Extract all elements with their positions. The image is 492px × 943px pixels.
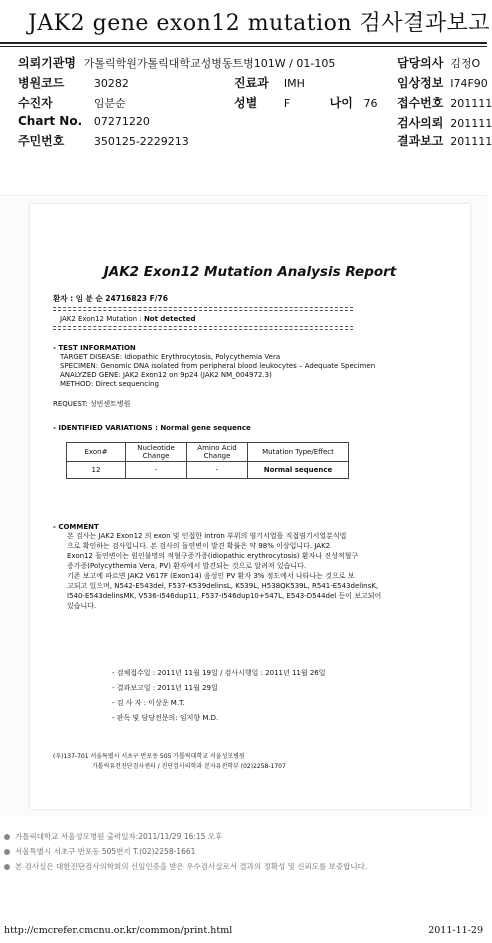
comment-line: 으로 확인하는 검사입니다. 본 검사의 돌연변이 발견 확률은 약 98% 이상입니다. JAK2 [67,542,331,550]
table-row [67,462,349,479]
test-info-line: SPECIMEN: Genomic DNA isolated from peripheral blood leukocytes – Adequate Specimen [60,362,376,370]
divider [53,307,353,308]
comment-line: Exon12 돌연변이는 원인불명의 적혈구증가증(idiopathic erythrocytosis) 환자나 진성적혈구 [67,552,359,560]
date-line: - 판독 및 담당전문의: 임지향 M.D. [112,714,219,722]
variation-table [66,442,349,479]
value: 350125-2229213 [93,135,189,148]
test-info-line: TARGET DISEASE: Idiopathic Erythrocytosis, Polycythemia Vera [60,353,281,361]
table-header: Nucleotide Change [126,443,187,462]
value: 201111 [450,135,492,148]
table-header: Exon# [67,443,126,462]
print-date: 2011-11-29 [428,925,483,936]
test-info-line: ANALYZED GENE: JAK2 Exon12 on 9p24 (JAK2 NM_004972.3) [60,371,272,379]
value: I74F90 [450,77,488,90]
comment-line: 증가증(Polycythemia Vera, PV) 환자에서 발견되는 것으로 알려져 있습니다. [67,562,307,570]
info-row [397,94,492,111]
label: 성별 [234,96,258,110]
request-line: REQUEST: 성빈센트병원 [53,400,131,408]
divider [53,329,353,330]
value: 가톨릭학원가톨릭대학교성병동트병101W / 01-105 [83,57,336,70]
divider [0,46,487,47]
label: 수진자 [18,96,53,110]
mutation-value: Not detected [143,315,196,323]
value: 07271220 [93,115,150,128]
table-cell: Normal sequence [248,462,349,479]
info-row [234,94,377,111]
label: 검사의뢰 [397,116,444,130]
footer-line [4,861,367,872]
info-row [234,74,305,91]
comment-line: 기존 보고에 따르면 JAK2 V617F (Exon14) 음성인 PV 환자 3% 정도에서 나타나는 것으로 보 [67,572,355,580]
table-header: Mutation Type/Effect [248,443,349,462]
value: IMH [283,77,305,90]
footer-text: 본 검사실은 대한진단검사의학회의 신임인증을 받은 우수검사실로서 결과의 정확성 및 신뢰도를 보증합니다. [15,862,368,871]
comment-line: 본 검사는 JAK2 Exon12 의 exon 및 인접한 intron 부위의 염기서열을 직접염기서열분석법 [67,532,347,540]
test-info-line: METHOD: Direct sequencing [60,380,159,388]
table-header: Amino Acid Change [187,443,248,462]
value: 201111 [450,117,492,130]
variations-heading: - IDENTIFIED VARIATIONS : Normal gene sequence [53,424,251,432]
label: 결과보고 [397,134,444,148]
label: 진료과 [234,76,269,90]
info-row [397,74,488,91]
table-header-row [67,443,349,462]
divider [0,42,487,44]
info-row [18,74,129,91]
bullet-icon [4,849,10,855]
table-cell: - [126,462,187,479]
value: F [283,97,291,110]
label: 나이 [329,96,353,110]
comment-line: 고되고 있으며, N542-E543del, F537-K539delinsL, K539L, H538QK539L, R541-E543delinsK, [67,582,379,590]
report-page [30,204,470,809]
page-title: JAK2 gene exon12 mutation 검사결과보고 [28,11,491,36]
value: 76 [363,97,378,110]
label: 접수번호 [397,96,444,110]
value: 30282 [93,77,129,90]
value: 김정O [450,57,481,70]
test-info-heading: - TEST INFORMATION [53,344,136,352]
date-line: - 검 사 자 : 이상운 M.T. [112,699,185,707]
mutation-label: JAK2 Exon12 Mutation : [60,315,144,323]
table-cell: - [187,462,248,479]
footer-text: 가톨릭대학교 서울성모병원 출력일자:2011/11/29 16:15 오후 [15,832,223,841]
divider [53,326,353,327]
bullet-icon [4,864,10,870]
label: 임상정보 [397,76,444,90]
info-row [397,54,480,71]
address-line: 가톨릭유전진단검사센터 / 진단검사의학과 분자유전학부 (02)2258-1707 [92,763,286,770]
comment-line: 있습니다. [67,602,97,610]
address-line: (우)137-701 서울특별시 서초구 반포동 505 가톨릭대학교 서울성모병원 [53,753,245,760]
label: 담당의사 [397,56,444,70]
patient-line: 환자 : 임 분 순 24716823 F/76 [53,294,168,303]
mutation-result [60,315,196,324]
date-line: - 결과보고일 : 2011년 11월 29일 [112,684,218,692]
label: 주민번호 [18,134,65,148]
report-title: JAK2 Exon12 Mutation Analysis Report [103,264,397,280]
value: 임분순 [93,97,126,110]
footer-line [4,846,195,857]
value: 201111 [450,97,492,110]
info-row [18,94,126,111]
label: Chart No. [18,114,83,128]
scanned-report [0,195,487,816]
label: 의뢰기관명 [18,56,76,70]
info-row [18,114,150,128]
divider [53,310,353,311]
table-cell: 12 [67,462,126,479]
print-url: http://cmcrefer.cmcnu.or.kr/common/print.html [4,925,233,936]
comment-heading: - COMMENT [53,523,99,531]
date-line: - 검체접수일 : 2011년 11월 19일 / 검사시행일 : 2011년 11월 26일 [112,669,326,677]
footer-text: 서울특별시 서초구 반포동 505번지 T.(02)2258-1661 [15,847,196,856]
comment-line: I540-E543delinsMK, V536-I546dup11, F537-I546dup10+547L, E543-D544del 등이 보고되어 [67,592,382,600]
info-row [18,54,335,71]
bullet-icon [4,834,10,840]
info-row [397,114,492,131]
info-row [18,132,189,149]
info-row [397,132,492,149]
label: 병원코드 [18,76,65,90]
footer-line [4,831,222,842]
